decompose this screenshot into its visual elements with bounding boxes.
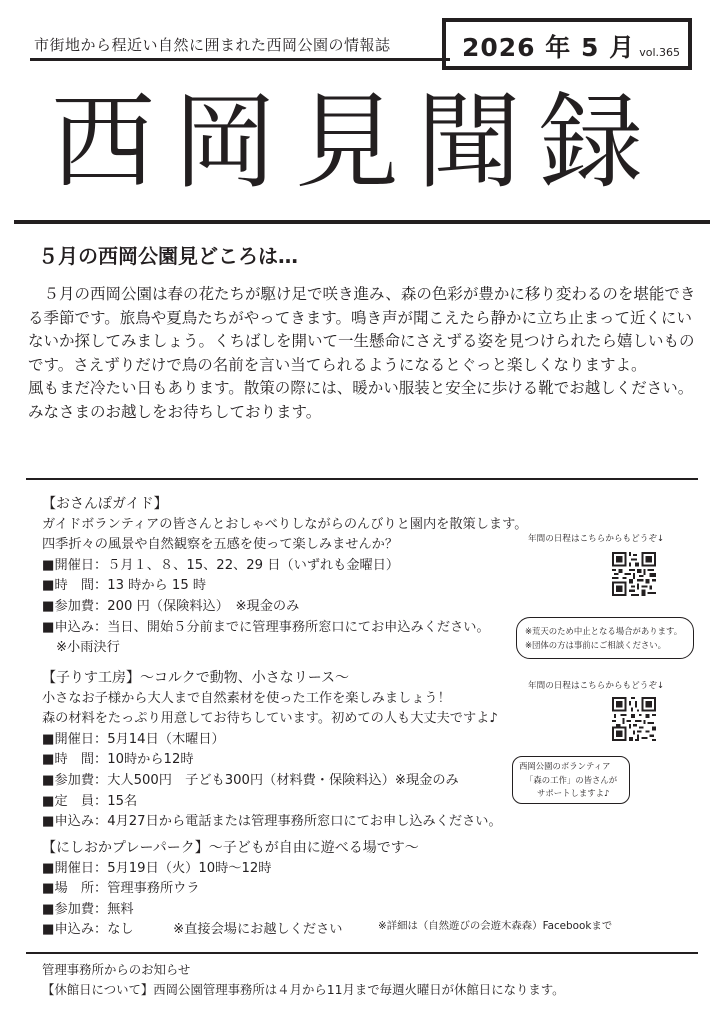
workshop-line: ■開催日：5月14日（木曜日） (42, 731, 225, 747)
workshop-note-box (512, 756, 630, 804)
guide-line: ■開催日：５月１、８、15、22、29 日（いずれも金曜日） (42, 557, 400, 573)
guide-heading: 【おさんぽガイド】 (42, 496, 168, 512)
issue-date-box (442, 18, 692, 70)
workshop-subtitle: ～コルクで動物、小さなリース～ (140, 670, 350, 686)
playpark-subtitle: ～子どもが自由に遊べる場です～ (208, 840, 419, 856)
qr-code-icon (612, 552, 656, 596)
workshop-line: ■時 間：10時から12時 (42, 752, 194, 768)
guide-line: ■申込み：当日、開始５分前までに管理事務所窓口にてお申込みください。 (42, 619, 490, 635)
workshop-line: ■申込み：4月27日から電話または管理事務所窓口にてお申し込みください。 (42, 814, 502, 830)
playpark-heading-line (42, 838, 682, 859)
guide-note-line: ※荒天のため中止となる場合があります。 (525, 626, 683, 636)
workshop-line: 小さなお子様から大人まで自然素材を使った工作を楽しみましょう！ (42, 690, 451, 706)
notice-section (42, 960, 565, 1000)
guide-line: ■参加費：200 円（保険料込） ※現金のみ (42, 598, 300, 614)
guide-schedule-link: 年間の日程はこちらからもどうぞ↓ (528, 534, 665, 544)
issue-volume: vol.365 (639, 46, 680, 59)
guide-note-box (516, 617, 694, 659)
workshop-note-line: サポートしますよ♪ (537, 788, 610, 798)
lead-paragraph-2: 風もまだ冷たい日もあります。散策の際には、暖かい服装と安全に歩ける靴でお越しください。みなさまのお越しをお待ちしております。 (28, 379, 694, 421)
workshop-schedule-link: 年間の日程はこちらからもどうぞ↓ (528, 681, 665, 691)
playpark-heading: 【にしおかプレーパーク】 (42, 840, 209, 856)
guide-rain-note: ※小雨決行 (56, 640, 120, 656)
playpark-detail-note: ※詳細は（自然遊びの会遊木森森）Facebookまで (378, 920, 613, 932)
guide-line: ガイドボランティアの皆さんとおしゃべりしながらのんびりと園内を散策します。 (42, 516, 528, 532)
lead-title: ５月の西岡公園見どころは… (38, 244, 298, 268)
guide-qr-code[interactable] (612, 552, 656, 596)
lead-paragraph-1: ５月の西岡公園は春の花たちが駆け足で咲き進み、森の色彩が豊かに移り変わるのを堪能できる季節です。旅鳥や夏鳥たちがやってきます。鳴き声が聞こえたら静かに立ち止まって近くにいないか探してみましょう。くちばしを開いて一生懸命にさえずる姿を見つけられたら嬉しいものです。さえずりだけで鳥の名前を言い当てられるようになるとぐっと楽しくなりますよ。 (28, 285, 696, 374)
workshop-section (42, 668, 522, 833)
notice-text: 【休館日について】西岡公園管理事務所は４月から11月まで毎週火曜日が休館日になります。 (42, 982, 565, 997)
tagline-rule (30, 58, 450, 61)
tagline: 市街地から程近い自然に囲まれた西岡公園の情報誌 (34, 36, 391, 54)
workshop-note-line: 「森の工作」の皆さんが (525, 774, 618, 785)
workshop-line: ■参加費：大人500円 子ども300円（材料費・保険料込）※現金のみ (42, 772, 459, 788)
guide-line: ■時 間：13 時から 15 時 (42, 578, 207, 594)
playpark-apply: ■申込み：なし ※直接会場にお越しください (42, 922, 343, 938)
masthead-rule (14, 220, 710, 224)
workshop-heading: 【子りす工房】 (42, 670, 140, 686)
issue-date: 2026 年 5 月 (462, 33, 636, 62)
guide-line: 四季折々の風景や自然観察を五感を使って楽しみませんか？ (42, 537, 399, 553)
guide-note-line: ※団体の方は事前にご相談ください。 (525, 640, 667, 650)
lead-body (28, 283, 700, 424)
guide-section (42, 494, 528, 659)
workshop-heading-line (42, 668, 522, 689)
masthead-title: 西岡見聞録 (50, 81, 661, 203)
qr-code-icon (612, 697, 656, 741)
workshop-note-line: 西岡公園のボランティア (519, 761, 611, 771)
playpark-line: ■場 所：管理事務所ウラ (42, 881, 200, 897)
notice-title: 管理事務所からのお知らせ (42, 962, 191, 977)
workshop-line: 森の材料をたっぷり用意してお待ちしています。初めての人も大丈夫ですよ♪ (42, 711, 498, 727)
notice-divider (26, 952, 698, 954)
workshop-line: ■定 員：15名 (42, 793, 138, 809)
playpark-line: ■参加費：無料 (42, 901, 134, 917)
playpark-line: ■開催日：5月19日（火）10時～12時 (42, 860, 272, 876)
workshop-qr-code[interactable] (612, 697, 656, 741)
section-divider (26, 478, 698, 480)
